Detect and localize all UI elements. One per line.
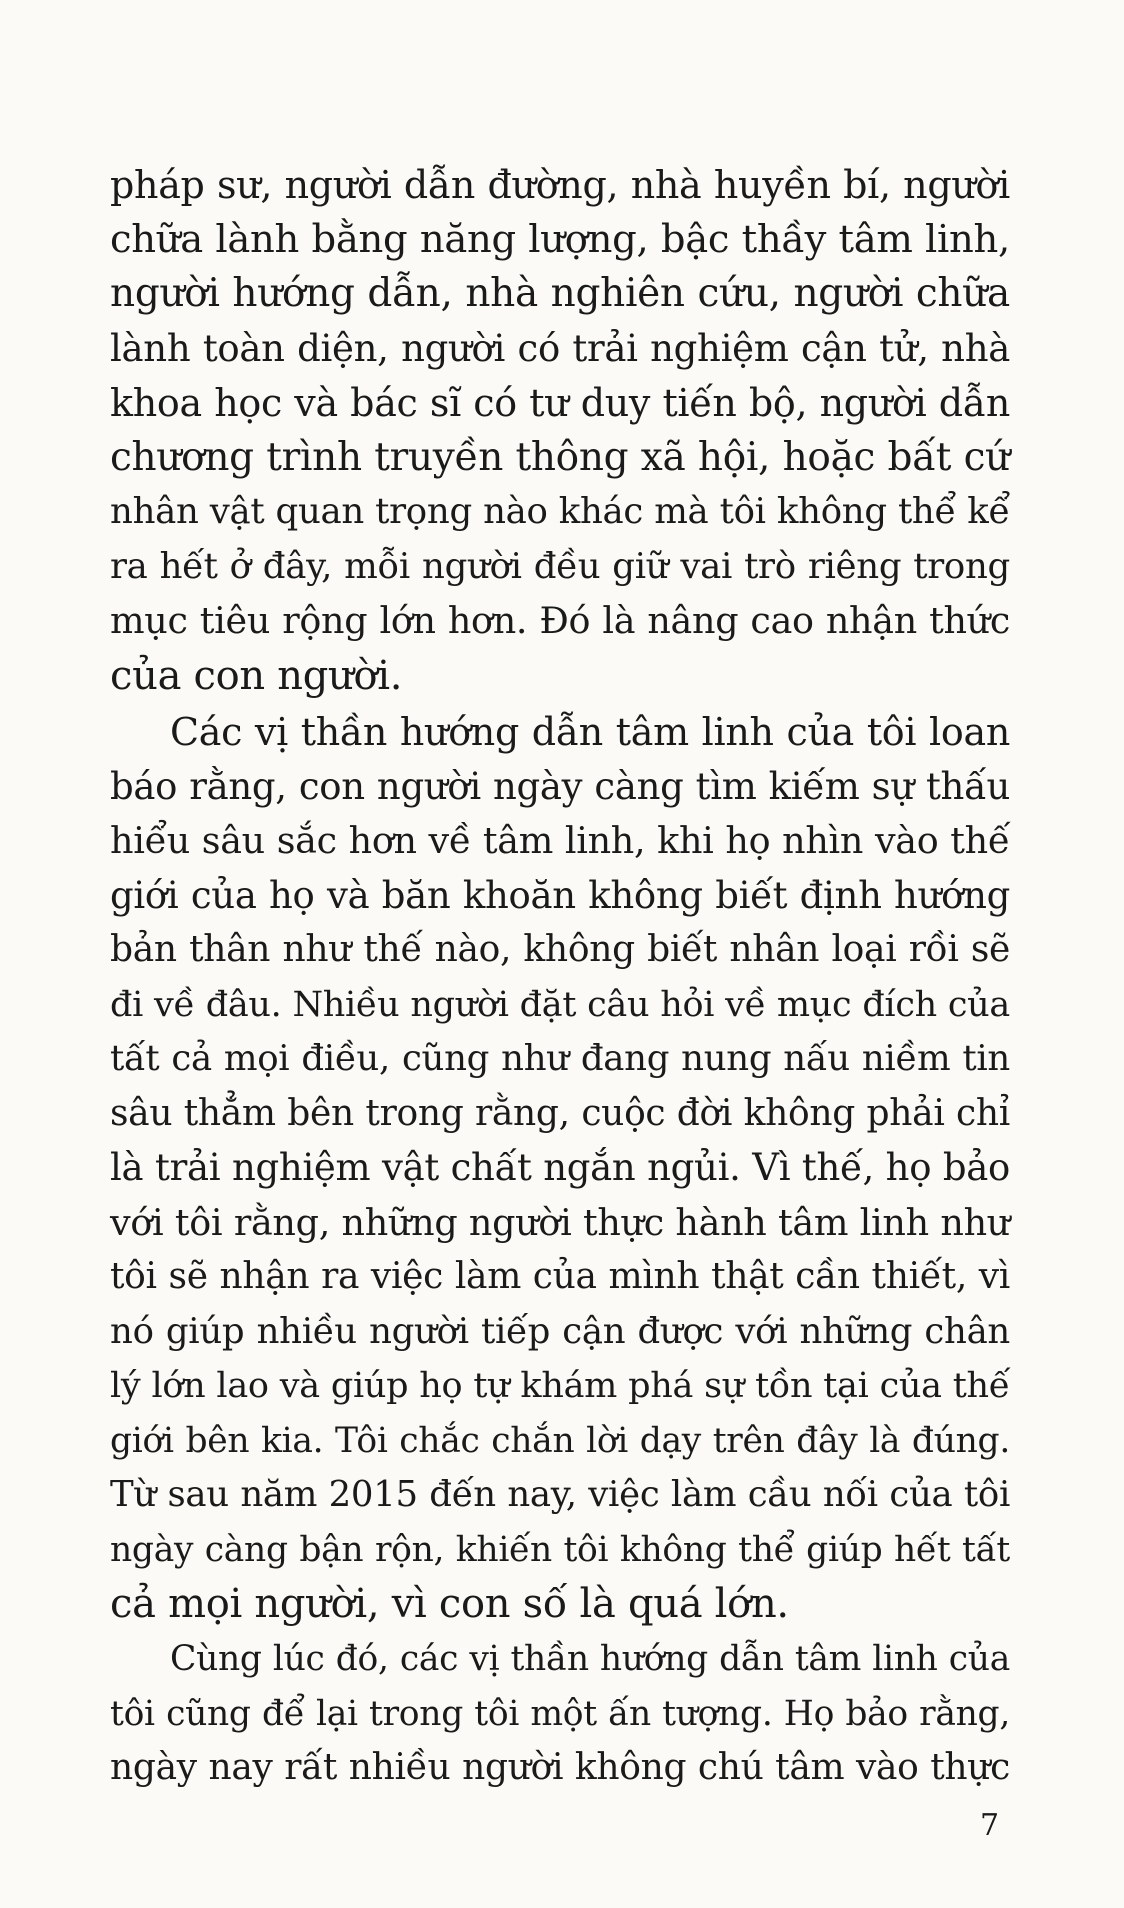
text-line: giới bên kia. Tôi chắc chắn lời dạy trên đây là đúng. bbox=[110, 1420, 1010, 1461]
text-line: khoa học và bác sĩ có tư duy tiến bộ, người dẫn bbox=[110, 381, 1010, 425]
text-line: Từ sau năm 2015 đến nay, việc làm cầu nối của tôi bbox=[110, 1474, 1010, 1515]
text-line: tôi cũng để lại trong tôi một ấn tượng. Họ bảo rằng, bbox=[110, 1693, 1010, 1734]
text-line: lành toàn diện, người có trải nghiệm cận tử, nhà bbox=[110, 326, 1010, 370]
text-line: báo rằng, con người ngày càng tìm kiếm sự thấu bbox=[110, 764, 1010, 808]
text-line: nó giúp nhiều người tiếp cận được với những chân bbox=[110, 1310, 1010, 1352]
text-line: cả mọi người, vì con số là quá lớn. bbox=[110, 1581, 789, 1627]
text-line: chương trình truyền thông xã hội, hoặc bất cứ bbox=[110, 434, 1010, 480]
page-number: 7 bbox=[980, 1808, 1000, 1843]
paragraph-3 bbox=[110, 1632, 1010, 1796]
text-line: chữa lành bằng năng lượng, bậc thầy tâm linh, bbox=[110, 216, 1010, 262]
text-line: bản thân như thế nào, không biết nhân loại rồi sẽ bbox=[110, 929, 1010, 970]
text-line: ra hết ở đây, mỗi người đều giữ vai trò riêng trong bbox=[110, 545, 1010, 587]
text-line: hiểu sâu sắc hơn về tâm linh, khi họ nhìn vào thế bbox=[110, 819, 1010, 862]
text-line: đi về đâu. Nhiều người đặt câu hỏi về mục đích của bbox=[110, 984, 1010, 1025]
text-line: nhân vật quan trọng nào khác mà tôi không thể kể bbox=[110, 491, 1010, 532]
text-line: người hướng dẫn, nhà nghiên cứu, người chữa bbox=[110, 271, 1010, 316]
text-line: Các vị thần hướng dẫn tâm linh của tôi loan bbox=[170, 710, 1010, 754]
text-line: tôi sẽ nhận ra việc làm của mình thật cần thiết, vì bbox=[110, 1256, 1010, 1297]
text-line: là trải nghiệm vật chất ngắn ngủi. Vì thế, họ bảo bbox=[110, 1146, 1010, 1189]
text-line: mục tiêu rộng lớn hơn. Đó là nâng cao nhận thức bbox=[110, 599, 1010, 642]
text-line: với tôi rằng, những người thực hành tâm linh như bbox=[110, 1200, 1010, 1244]
text-line: lý lớn lao và giúp họ tự khám phá sự tồn tại của thế bbox=[110, 1366, 1010, 1406]
text-line: ngày nay rất nhiều người không chú tâm vào thực bbox=[110, 1747, 1010, 1788]
text-line: pháp sư, người dẫn đường, nhà huyền bí, người bbox=[110, 163, 1010, 207]
text-line: Cùng lúc đó, các vị thần hướng dẫn tâm linh của bbox=[170, 1639, 1010, 1679]
text-line: tất cả mọi điều, cũng như đang nung nấu niềm tin bbox=[110, 1038, 1010, 1079]
text-line: giới của họ và băn khoăn không biết định hướng bbox=[110, 873, 1010, 917]
paragraph-1 bbox=[110, 158, 1010, 703]
text-line: ngày càng bận rộn, khiến tôi không thể giúp hết tất bbox=[110, 1529, 1010, 1570]
paragraph-2 bbox=[110, 705, 1010, 1632]
text-line: sâu thẳm bên trong rằng, cuộc đời không phải chỉ bbox=[110, 1092, 1010, 1134]
text-line: của con người. bbox=[110, 652, 403, 699]
